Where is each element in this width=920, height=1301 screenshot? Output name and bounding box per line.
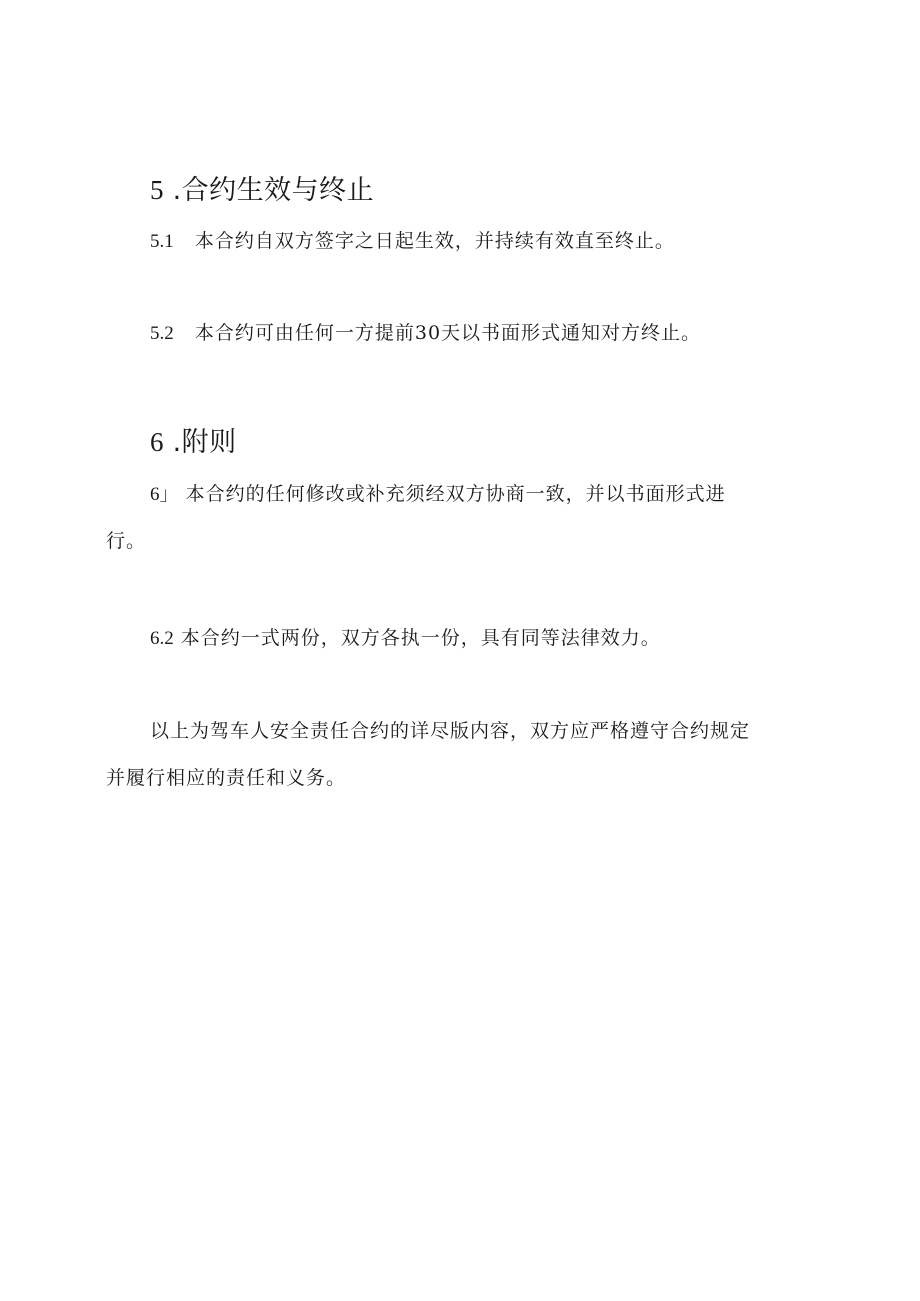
section-6-title: .附则 — [172, 427, 237, 458]
closing-line-2: 并履行相应的责任和义务。 — [106, 767, 347, 789]
clause-6-1-number: 6」 — [150, 484, 179, 505]
section-5-heading — [150, 168, 374, 207]
closing-line-1: 以上为驾车人安全责任合约的详尽版内容，双方应严格遵守合约规定 — [150, 720, 751, 742]
clause-6-1-text-line1: 本合约的任何修改或补充须经双方协商一致，并以书面形式进 — [185, 483, 726, 505]
section-5-number: 5 — [150, 175, 164, 205]
clause-6-1-text-line2: 行。 — [106, 530, 147, 552]
clause-5-2 — [150, 310, 701, 357]
section-6-number: 6 — [150, 427, 164, 457]
clause-5-2-number: 5.2 — [150, 323, 174, 344]
clause-6-2-text: 本合约一式两份，双方各执一份，具有同等法律效力。 — [180, 627, 661, 649]
section-5-title: .合约生效与终止 — [172, 175, 375, 206]
clause-5-2-text: 本合约可由任何一方提前30天以书面形式通知对方终止。 — [194, 322, 702, 344]
closing-paragraph — [106, 708, 826, 802]
clause-5-1-number: 5.1 — [150, 231, 174, 252]
clause-6-2-number: 6.2 — [150, 628, 174, 649]
clause-5-1-text: 本合约自双方签字之日起生效，并持续有效直至终止。 — [194, 230, 675, 252]
clause-6-1 — [106, 471, 806, 565]
section-6-heading — [150, 420, 237, 459]
clause-5-1 — [150, 218, 675, 265]
clause-6-2 — [150, 615, 661, 662]
